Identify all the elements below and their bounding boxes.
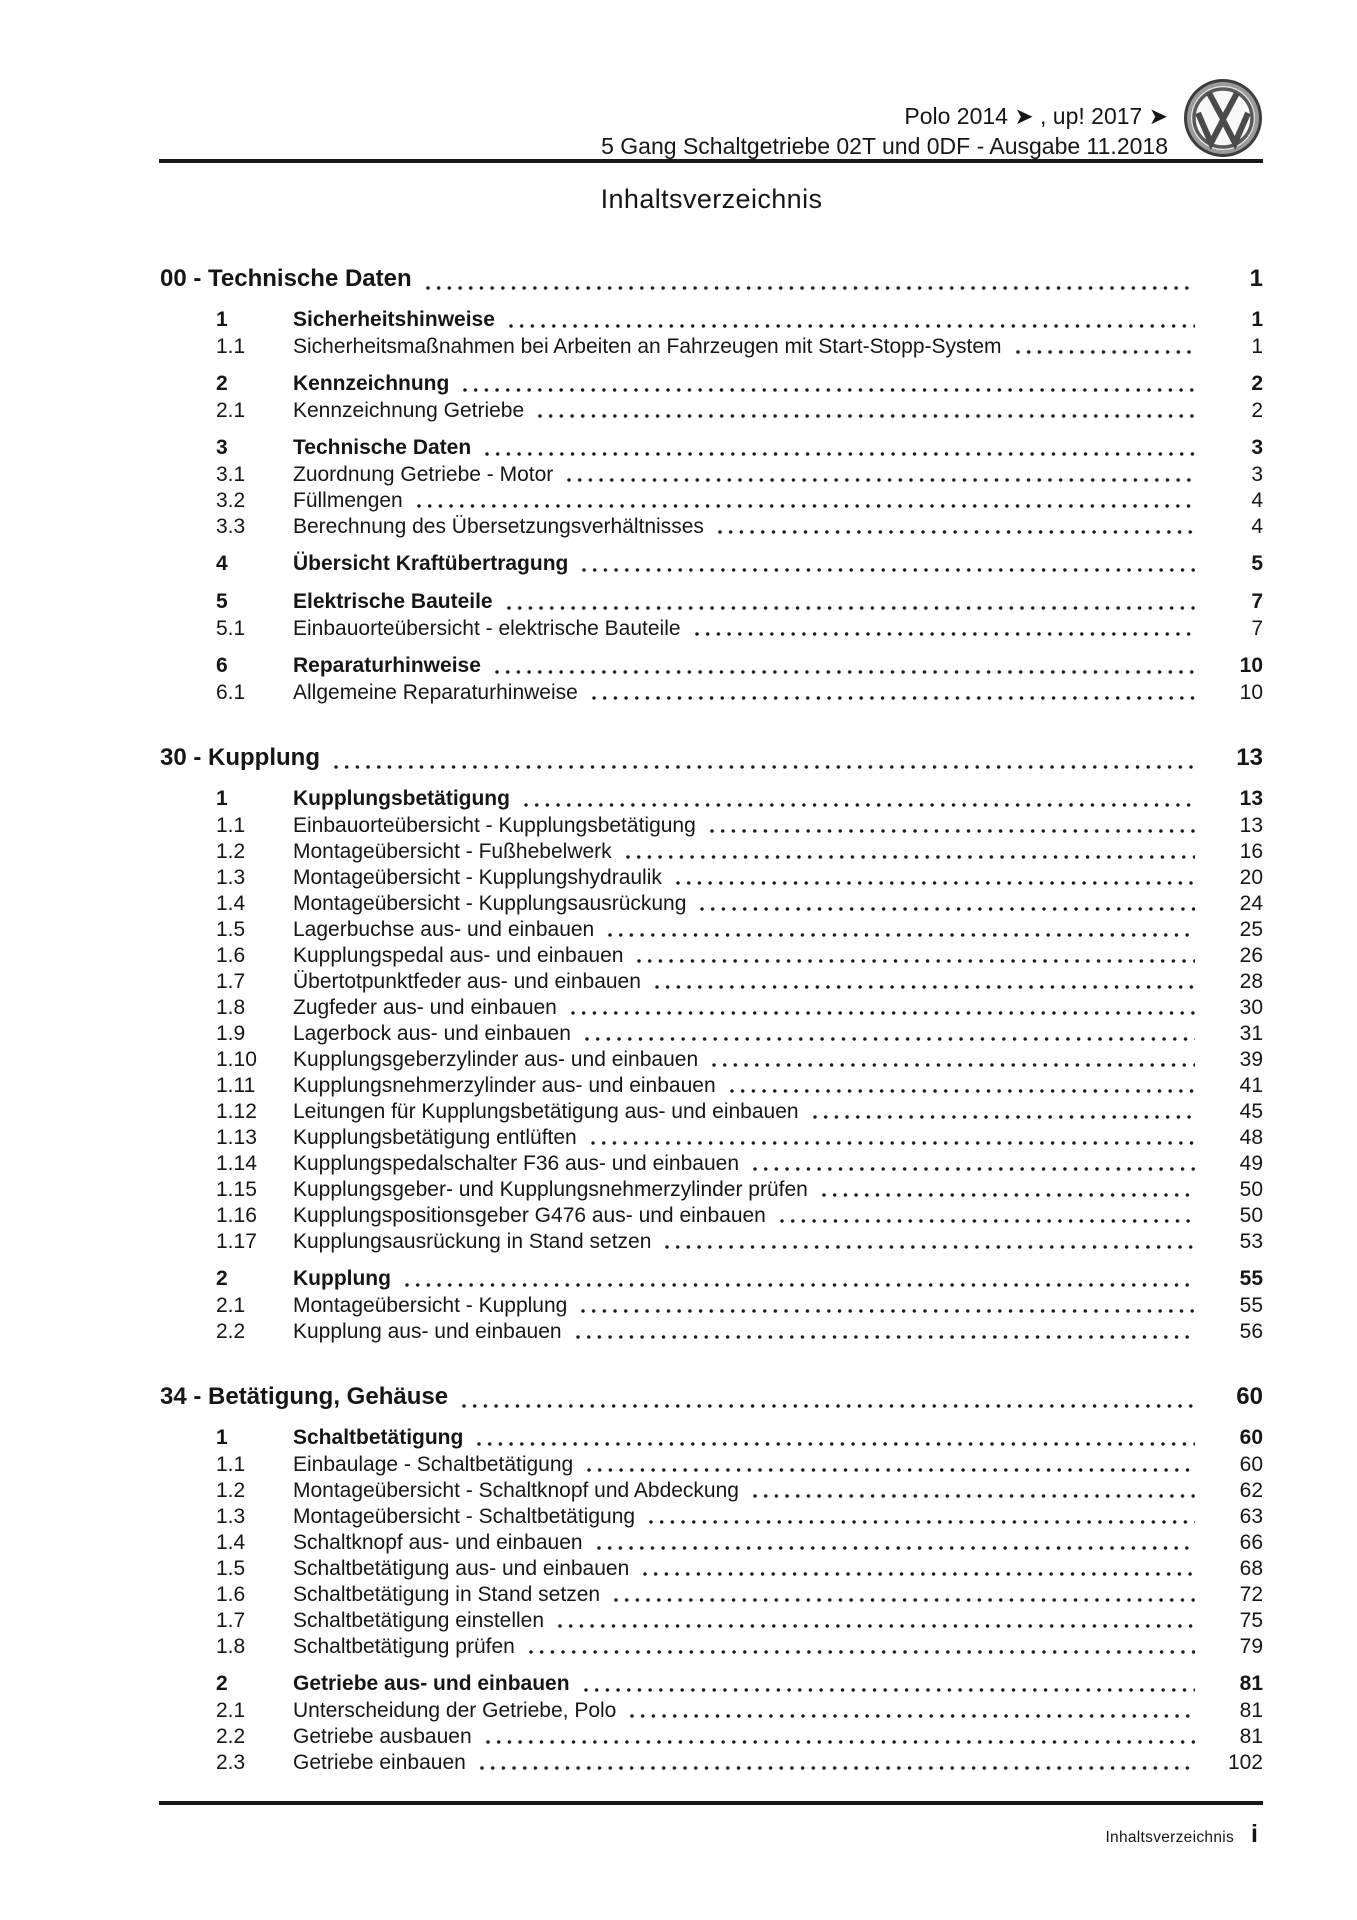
toc-entry-title: Lagerbock aus- und einbauen [293, 1022, 571, 1045]
vw-logo-icon [1183, 78, 1263, 158]
dot-leader [591, 1141, 1195, 1145]
toc-row [160, 1530, 1263, 1556]
dot-leader [426, 286, 1195, 290]
toc-entry-number: 2.1 [216, 1294, 246, 1317]
toc-entry-number: 5.1 [216, 617, 246, 640]
toc-entry-number: 2 [216, 1267, 228, 1290]
toc-entry-title: Allgemeine Reparaturhinweise [293, 681, 578, 704]
dot-leader [710, 829, 1195, 833]
dot-leader [524, 803, 1195, 807]
dot-leader [718, 530, 1195, 534]
dot-leader [655, 985, 1195, 989]
toc-entry-number: 3.2 [216, 489, 246, 512]
toc-section [160, 1380, 1263, 1776]
toc-page-number: 39 [1239, 1048, 1263, 1071]
toc-entry-number: 1 [216, 787, 228, 810]
toc-entry-number: 6.1 [216, 681, 246, 704]
toc-page-number: 3 [1251, 463, 1263, 486]
toc-entry-number: 1.14 [216, 1152, 257, 1175]
toc-page-number: 30 [1239, 996, 1263, 1019]
toc-page-number: 4 [1251, 489, 1263, 512]
toc-page-number: 60 [1239, 1426, 1263, 1449]
toc-section-label: 00 - Technische Daten [160, 265, 412, 292]
toc-entry-number: 1.9 [216, 1022, 246, 1045]
toc-entry-number: 1.1 [216, 335, 246, 358]
toc-entry-title: Elektrische Bauteile [293, 590, 493, 613]
toc-entry-title: Kupplungspositionsgeber G476 aus- und einbauen [293, 1204, 766, 1227]
toc-section-label: 34 - Betätigung, Gehäuse [160, 1383, 449, 1410]
toc-row [160, 1203, 1263, 1229]
toc-page-number: 26 [1239, 944, 1263, 967]
toc-entry-number: 1.4 [216, 892, 246, 915]
dot-leader [334, 765, 1195, 769]
toc-row [160, 1424, 1263, 1452]
dot-leader [1016, 350, 1195, 354]
toc-row [160, 370, 1263, 398]
toc-page-number: 62 [1239, 1479, 1263, 1502]
toc-page-number: 102 [1227, 1751, 1263, 1774]
toc-entry-number: 3.1 [216, 463, 246, 486]
toc-page-number: 49 [1239, 1152, 1263, 1175]
toc-row [160, 588, 1263, 616]
dot-leader [477, 1442, 1195, 1446]
toc-page-number: 50 [1239, 1204, 1263, 1227]
dot-leader [592, 696, 1195, 700]
toc-row [160, 1229, 1263, 1255]
toc-entry-title: Sicherheitsmaßnahmen bei Arbeiten an Fahrzeugen mit Start-Stopp-System [293, 335, 1002, 358]
toc-entry-number: 1.4 [216, 1531, 246, 1554]
dot-leader [813, 1115, 1195, 1119]
toc-row [160, 680, 1263, 706]
table-of-contents [160, 262, 1263, 1776]
dot-leader [585, 1037, 1195, 1041]
footer-page-number: i [1251, 1820, 1258, 1848]
toc-entry-title: Montageübersicht - Kupplungsausrückung [293, 892, 687, 915]
toc-entry-number: 1.8 [216, 996, 246, 1019]
toc-row [160, 334, 1263, 360]
toc-row [160, 1634, 1263, 1660]
toc-page-number: 53 [1239, 1230, 1263, 1253]
toc-row [160, 1099, 1263, 1125]
toc-row [160, 917, 1263, 943]
toc-entry-title: Zuordnung Getriebe - Motor [293, 463, 554, 486]
toc-row [160, 1556, 1263, 1582]
toc-entry-number: 2 [216, 372, 228, 395]
dot-leader [417, 504, 1195, 508]
toc-entry-number: 1.17 [216, 1230, 257, 1253]
toc-row [160, 1750, 1263, 1776]
toc-section-header [160, 1380, 1263, 1414]
toc-entry-title: Einbauorteübersicht - Kupplungsbetätigung [293, 814, 696, 837]
toc-row [160, 1021, 1263, 1047]
toc-entry-title: Übertotpunktfeder aus- und einbauen [293, 970, 641, 993]
toc-page-number: 41 [1239, 1074, 1263, 1097]
toc-entry-number: 1.10 [216, 1048, 257, 1071]
document-header [601, 101, 1168, 161]
dot-leader [712, 1063, 1195, 1067]
toc-row [160, 398, 1263, 424]
toc-row [160, 785, 1263, 813]
toc-entry-title: Montageübersicht - Kupplungshydraulik [293, 866, 662, 889]
toc-page-number: 1 [1251, 308, 1263, 331]
toc-entry-title: Kupplungsgeber- und Kupplungsnehmerzylinder prüfen [293, 1178, 808, 1201]
dot-leader [637, 959, 1195, 963]
toc-entry-number: 1 [216, 1426, 228, 1449]
page-title: Inhaltsverzeichnis [600, 184, 823, 214]
dot-leader [405, 1283, 1195, 1287]
toc-entry-title: Schaltknopf aus- und einbauen [293, 1531, 583, 1554]
toc-entry-title: Berechnung des Übersetzungsverhältnisses [293, 515, 704, 538]
toc-entry-number: 4 [216, 552, 228, 575]
toc-entry-title: Einbaulage - Schaltbetätigung [293, 1453, 574, 1476]
dot-leader [576, 1335, 1195, 1339]
dot-leader [730, 1089, 1195, 1093]
toc-entry-number: 2.2 [216, 1725, 246, 1748]
dot-leader [649, 1520, 1195, 1524]
toc-row [160, 1073, 1263, 1099]
toc-entry-title: Kupplungsbetätigung [293, 787, 510, 810]
dot-leader [822, 1193, 1195, 1197]
toc-page-number: 45 [1239, 1100, 1263, 1123]
toc-entry-number: 2.3 [216, 1751, 246, 1774]
toc-page-number: 2 [1251, 372, 1263, 395]
dot-leader [571, 1011, 1195, 1015]
toc-row [160, 839, 1263, 865]
toc-page-number: 55 [1239, 1267, 1263, 1290]
toc-page-number: 31 [1239, 1022, 1263, 1045]
toc-row [160, 652, 1263, 680]
dot-leader [695, 632, 1195, 636]
dot-leader [509, 324, 1195, 328]
toc-row [160, 1698, 1263, 1724]
toc-page-number: 1 [1251, 335, 1263, 358]
toc-row [160, 1452, 1263, 1478]
toc-entry-title: Montageübersicht - Kupplung [293, 1294, 568, 1317]
toc-entry-number: 1.6 [216, 944, 246, 967]
dot-leader [587, 1468, 1195, 1472]
toc-row [160, 1724, 1263, 1750]
toc-page-number: 3 [1251, 436, 1263, 459]
toc-entry-title: Schaltbetätigung in Stand setzen [293, 1583, 601, 1606]
toc-entry-number: 1.3 [216, 866, 246, 889]
toc-row [160, 891, 1263, 917]
toc-entry-number: 2.1 [216, 399, 246, 422]
toc-entry-title: Getriebe ausbauen [293, 1725, 472, 1748]
toc-entry-number: 1.5 [216, 1557, 246, 1580]
toc-row [160, 1047, 1263, 1073]
toc-entry-number: 1.16 [216, 1204, 257, 1227]
toc-page-number: 63 [1239, 1505, 1263, 1528]
dot-leader [608, 933, 1195, 937]
dot-leader [630, 1714, 1195, 1718]
toc-entry-number: 2 [216, 1672, 228, 1695]
dot-leader [614, 1598, 1195, 1602]
dot-leader [581, 1309, 1195, 1313]
toc-section-header [160, 741, 1263, 775]
toc-section-label: 30 - Kupplung [160, 744, 320, 771]
toc-page-number: 24 [1239, 892, 1263, 915]
toc-row [160, 462, 1263, 488]
toc-entry-title: Montageübersicht - Schaltbetätigung [293, 1505, 636, 1528]
footer-rule [159, 1801, 1263, 1805]
toc-entry-number: 1.15 [216, 1178, 257, 1201]
toc-entry-number: 1.11 [216, 1074, 256, 1097]
toc-entry-title: Kupplung aus- und einbauen [293, 1320, 562, 1343]
toc-entry-number: 5 [216, 590, 228, 613]
footer-label: Inhaltsverzeichnis [1105, 1829, 1235, 1846]
header-model-line: Polo 2014 ➤ , up! 2017 ➤ [904, 103, 1168, 129]
toc-page-number: 10 [1239, 681, 1263, 704]
toc-page-number: 4 [1251, 515, 1263, 538]
toc-row [160, 1293, 1263, 1319]
toc-entry-title: Getriebe einbauen [293, 1751, 466, 1774]
toc-page-number: 7 [1251, 590, 1263, 613]
toc-row [160, 1265, 1263, 1293]
toc-entry-title: Unterscheidung der Getriebe, Polo [293, 1699, 617, 1722]
toc-entry-title: Kupplungspedal aus- und einbauen [293, 944, 624, 967]
toc-entry-number: 1.7 [216, 1609, 246, 1632]
dot-leader [538, 414, 1195, 418]
toc-entry-title: Getriebe aus- und einbauen [293, 1672, 570, 1695]
toc-page-number: 16 [1239, 840, 1263, 863]
toc-page-number: 81 [1239, 1725, 1263, 1748]
toc-row [160, 1670, 1263, 1698]
toc-entry-number: 3 [216, 436, 228, 459]
dot-leader [700, 907, 1195, 911]
toc-page-number: 28 [1239, 970, 1263, 993]
toc-entry-number: 1.1 [216, 814, 246, 837]
toc-row [160, 488, 1263, 514]
dot-leader [567, 478, 1195, 482]
toc-entry-number: 1.7 [216, 970, 246, 993]
toc-entry-number: 1.2 [216, 840, 246, 863]
dot-leader [480, 1766, 1195, 1770]
toc-entry-number: 3.3 [216, 515, 246, 538]
toc-entry-title: Schaltbetätigung einstellen [293, 1609, 545, 1632]
toc-entry-number: 1.5 [216, 918, 246, 941]
toc-entry-number: 6 [216, 654, 228, 677]
toc-page-number: 25 [1239, 918, 1263, 941]
dot-leader [584, 1688, 1195, 1692]
toc-page-number: 56 [1239, 1320, 1263, 1343]
dot-leader [529, 1650, 1195, 1654]
toc-section [160, 262, 1263, 706]
toc-row [160, 514, 1263, 540]
toc-row [160, 616, 1263, 642]
dot-leader [780, 1219, 1195, 1223]
toc-row [160, 550, 1263, 578]
toc-entry-title: Füllmengen [293, 489, 403, 512]
toc-page-number: 72 [1239, 1583, 1263, 1606]
toc-entry-title: Leitungen für Kupplungsbetätigung aus- und einbauen [293, 1100, 799, 1123]
toc-row [160, 434, 1263, 462]
toc-entry-title: Übersicht Kraftübertragung [293, 552, 569, 575]
toc-entry-number: 2.2 [216, 1320, 246, 1343]
toc-page-number: 48 [1239, 1126, 1263, 1149]
toc-page-number: 7 [1251, 617, 1263, 640]
toc-entry-title: Lagerbuchse aus- und einbauen [293, 918, 595, 941]
toc-page-number: 13 [1236, 744, 1263, 771]
dot-leader [643, 1572, 1195, 1576]
toc-page-number: 66 [1239, 1531, 1263, 1554]
toc-entry-number: 1.1 [216, 1453, 246, 1476]
toc-page-number: 50 [1239, 1178, 1263, 1201]
toc-entry-title: Montageübersicht - Schaltknopf und Abdeckung [293, 1479, 739, 1502]
toc-row [160, 306, 1263, 334]
dot-leader [626, 855, 1195, 859]
toc-page-number: 75 [1239, 1609, 1263, 1632]
dot-leader [462, 1404, 1195, 1408]
toc-page-number: 1 [1249, 265, 1263, 292]
toc-entry-title: Zugfeder aus- und einbauen [293, 996, 557, 1019]
toc-row [160, 1582, 1263, 1608]
toc-entry-title: Kennzeichnung [293, 372, 450, 395]
toc-entry-number: 1.13 [216, 1126, 257, 1149]
toc-entry-number: 1.2 [216, 1479, 246, 1502]
toc-page-number: 81 [1239, 1699, 1263, 1722]
toc-entry-title: Schaltbetätigung [293, 1426, 464, 1449]
dot-leader [558, 1624, 1195, 1628]
toc-page-number: 60 [1239, 1453, 1263, 1476]
toc-entry-title: Kupplungsgeberzylinder aus- und einbauen [293, 1048, 699, 1071]
toc-entry-title: Sicherheitshinweise [293, 308, 495, 331]
toc-page-number: 20 [1239, 866, 1263, 889]
toc-section-header [160, 262, 1263, 296]
toc-row [160, 943, 1263, 969]
dot-leader [676, 881, 1195, 885]
toc-entry-title: Kupplungsnehmerzylinder aus- und einbauen [293, 1074, 716, 1097]
toc-entry-title: Kupplungspedalschalter F36 aus- und einbauen [293, 1152, 739, 1175]
dot-leader [753, 1494, 1195, 1498]
dot-leader [582, 568, 1195, 572]
toc-row [160, 1125, 1263, 1151]
toc-row [160, 813, 1263, 839]
toc-entry-title: Kupplungsausrückung in Stand setzen [293, 1230, 652, 1253]
toc-page-number: 13 [1239, 814, 1263, 837]
toc-entry-number: 1.6 [216, 1583, 246, 1606]
document-footer [1105, 1820, 1258, 1849]
toc-section [160, 741, 1263, 1345]
header-edition-line: 5 Gang Schaltgetriebe 02T und 0DF - Ausgabe 11.2018 [601, 133, 1168, 159]
toc-row [160, 995, 1263, 1021]
toc-row [160, 1319, 1263, 1345]
toc-row [160, 1504, 1263, 1530]
toc-page-number: 81 [1239, 1672, 1263, 1695]
toc-entry-number: 1.3 [216, 1505, 246, 1528]
dot-leader [665, 1245, 1195, 1249]
toc-page-number: 2 [1251, 399, 1263, 422]
dot-leader [753, 1167, 1195, 1171]
toc-entry-number: 2.1 [216, 1699, 246, 1722]
toc-row [160, 1177, 1263, 1203]
toc-page-number: 68 [1239, 1557, 1263, 1580]
toc-entry-title: Kennzeichnung Getriebe [293, 399, 525, 422]
toc-entry-title: Reparaturhinweise [293, 654, 481, 677]
toc-page-number: 79 [1239, 1635, 1263, 1658]
dot-leader [485, 452, 1195, 456]
toc-page-number: 55 [1239, 1294, 1263, 1317]
toc-entry-title: Schaltbetätigung aus- und einbauen [293, 1557, 630, 1580]
toc-entry-number: 1 [216, 308, 228, 331]
toc-entry-title: Einbauorteübersicht - elektrische Bauteile [293, 617, 681, 640]
toc-row [160, 1608, 1263, 1634]
toc-row [160, 1151, 1263, 1177]
toc-page-number: 13 [1239, 787, 1263, 810]
dot-leader [597, 1546, 1195, 1550]
dot-leader [507, 606, 1195, 610]
toc-row [160, 969, 1263, 995]
toc-entry-number: 1.8 [216, 1635, 246, 1658]
toc-entry-title: Kupplung [293, 1267, 391, 1290]
toc-entry-title: Schaltbetätigung prüfen [293, 1635, 515, 1658]
toc-row [160, 1478, 1263, 1504]
toc-entry-title: Montageübersicht - Fußhebelwerk [293, 840, 612, 863]
dot-leader [486, 1740, 1195, 1744]
header-rule [159, 159, 1263, 163]
toc-page-number: 60 [1236, 1383, 1263, 1410]
toc-page-number: 5 [1251, 552, 1263, 575]
toc-entry-title: Kupplungsbetätigung entlüften [293, 1126, 577, 1149]
toc-page-number: 10 [1239, 654, 1263, 677]
toc-entry-title: Technische Daten [293, 436, 472, 459]
toc-row [160, 865, 1263, 891]
dot-leader [495, 670, 1195, 674]
dot-leader [463, 388, 1195, 392]
toc-entry-number: 1.12 [216, 1100, 257, 1123]
